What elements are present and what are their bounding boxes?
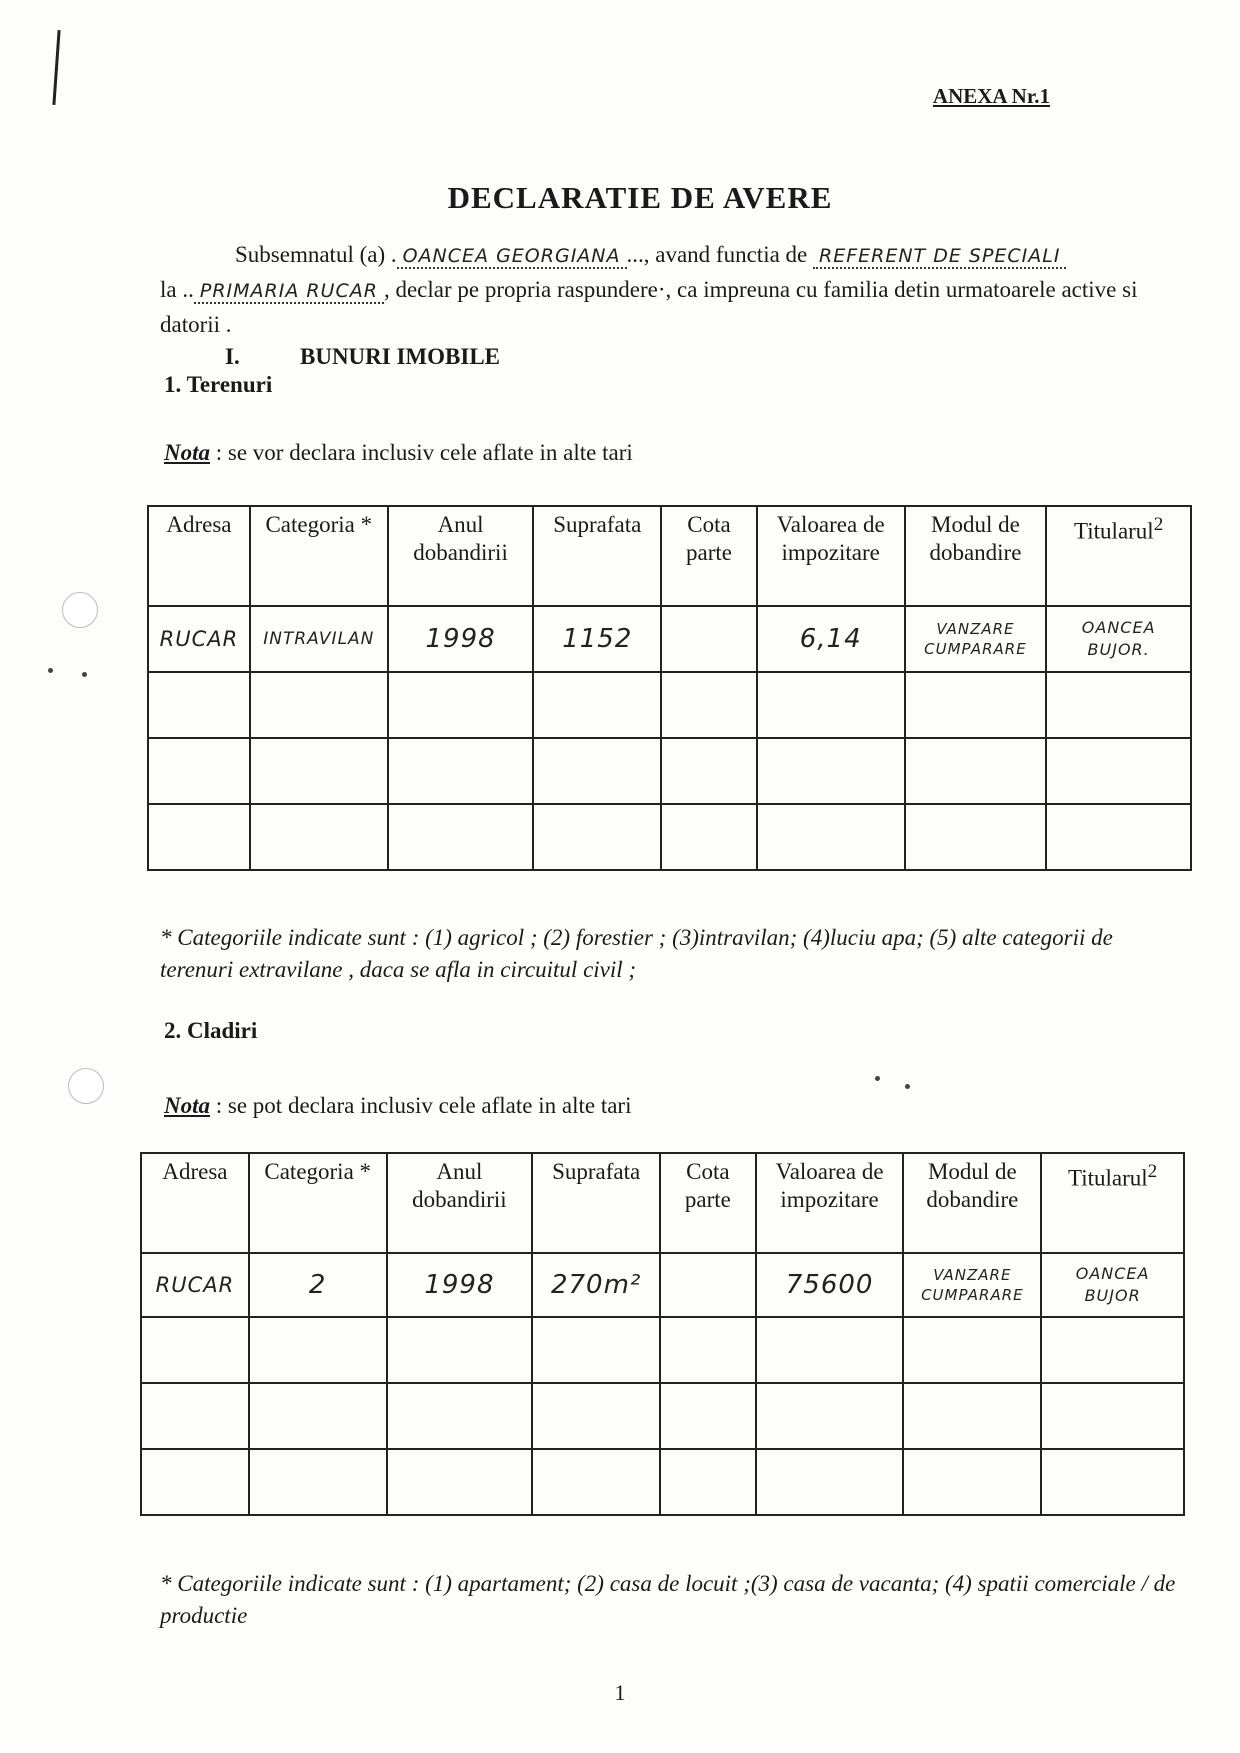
empty-cell bbox=[757, 672, 905, 738]
empty-cell bbox=[250, 738, 388, 804]
empty-cell bbox=[660, 1317, 756, 1383]
table-row-empty bbox=[141, 1383, 1184, 1449]
col-modul: Modul de dobandire bbox=[903, 1153, 1041, 1253]
cell-valoarea: 75600 bbox=[756, 1253, 904, 1317]
punch-hole bbox=[62, 592, 98, 628]
intro-text: , declar pe propria raspundere·, ca impreuna cu familia detin urmatoarele active si datorii . bbox=[160, 277, 1138, 337]
empty-cell bbox=[249, 1449, 387, 1515]
note-line bbox=[164, 440, 633, 466]
cell-titularul: OANCEA BUJOR bbox=[1041, 1253, 1184, 1317]
section-heading bbox=[225, 344, 500, 370]
empty-cell bbox=[905, 738, 1047, 804]
declarant-function: REFERENT DE SPECIALI bbox=[813, 245, 1066, 269]
terenuri-table bbox=[147, 505, 1192, 871]
titular-footnote-mark: 2 bbox=[1147, 1161, 1158, 1182]
empty-cell bbox=[148, 738, 250, 804]
table-header-row bbox=[141, 1153, 1184, 1253]
table-row-empty bbox=[148, 804, 1191, 870]
col-titularul bbox=[1041, 1153, 1184, 1253]
empty-cell bbox=[660, 1449, 756, 1515]
col-categoria: Categoria * bbox=[250, 506, 388, 606]
empty-cell bbox=[532, 1383, 660, 1449]
col-modul: Modul de dobandire bbox=[905, 506, 1047, 606]
intro-text: ..., avand functia de bbox=[626, 242, 808, 267]
cell-adresa: RUCAR bbox=[148, 606, 250, 672]
empty-cell bbox=[1046, 738, 1191, 804]
cell-cota bbox=[661, 606, 757, 672]
col-adresa: Adresa bbox=[148, 506, 250, 606]
empty-cell bbox=[387, 1383, 533, 1449]
cell-valoarea: 6,14 bbox=[757, 606, 905, 672]
col-titularul bbox=[1046, 506, 1191, 606]
empty-cell bbox=[756, 1317, 904, 1383]
scan-speck bbox=[875, 1076, 880, 1081]
empty-cell bbox=[1046, 804, 1191, 870]
col-titularul-label: Titularul bbox=[1068, 1165, 1148, 1191]
scan-speck bbox=[905, 1084, 910, 1089]
empty-cell bbox=[661, 738, 757, 804]
intro-paragraph bbox=[160, 238, 1160, 342]
empty-cell bbox=[903, 1383, 1041, 1449]
col-anul: Anul dobandirii bbox=[387, 1153, 533, 1253]
cell-modul: VANZARE CUMPARARE bbox=[903, 1253, 1041, 1317]
empty-cell bbox=[905, 672, 1047, 738]
note-text: : se vor declara inclusiv cele aflate in alte tari bbox=[210, 440, 633, 465]
empty-cell bbox=[250, 672, 388, 738]
empty-cell bbox=[533, 738, 661, 804]
cell-adresa: RUCAR bbox=[141, 1253, 249, 1317]
table-row bbox=[148, 606, 1191, 672]
terenuri-footnote: * Categoriile indicate sunt : (1) agricol ; (2) forestier ; (3)intravilan; (4)luciu apa; (5) alte categorii de terenuri extravilane , daca se afla in circuitul civil ; bbox=[160, 925, 1113, 982]
scan-speck bbox=[48, 668, 53, 673]
col-adresa: Adresa bbox=[141, 1153, 249, 1253]
page-title: DECLARATIE DE AVERE bbox=[447, 180, 833, 215]
empty-cell bbox=[387, 1317, 533, 1383]
empty-cell bbox=[249, 1317, 387, 1383]
empty-cell bbox=[141, 1449, 249, 1515]
col-anul: Anul dobandirii bbox=[388, 506, 534, 606]
table-row-empty bbox=[148, 738, 1191, 804]
cell-suprafata: 1152 bbox=[533, 606, 661, 672]
col-suprafata: Suprafata bbox=[532, 1153, 660, 1253]
page-mark bbox=[52, 30, 60, 105]
cell-anul: 1998 bbox=[388, 606, 534, 672]
empty-cell bbox=[387, 1449, 533, 1515]
empty-cell bbox=[1046, 672, 1191, 738]
cell-anul: 1998 bbox=[387, 1253, 533, 1317]
cell-titularul: OANCEA BUJOR. bbox=[1046, 606, 1191, 672]
col-categoria: Categoria * bbox=[249, 1153, 387, 1253]
empty-cell bbox=[661, 804, 757, 870]
empty-cell bbox=[533, 804, 661, 870]
table-row bbox=[141, 1253, 1184, 1317]
note-label: Nota bbox=[164, 440, 210, 465]
col-valoarea: Valoarea de impozitare bbox=[757, 506, 905, 606]
section-number: I. bbox=[225, 344, 240, 369]
declarant-institution: PRIMARIA RUCAR bbox=[194, 280, 384, 304]
empty-cell bbox=[1041, 1383, 1184, 1449]
table-row-empty bbox=[141, 1449, 1184, 1515]
empty-cell bbox=[388, 738, 534, 804]
table-row-empty bbox=[148, 672, 1191, 738]
scan-speck bbox=[82, 672, 87, 677]
col-suprafata: Suprafata bbox=[533, 506, 661, 606]
empty-cell bbox=[532, 1449, 660, 1515]
intro-text: la .. bbox=[160, 277, 194, 302]
col-valoarea: Valoarea de impozitare bbox=[756, 1153, 904, 1253]
empty-cell bbox=[249, 1383, 387, 1449]
empty-cell bbox=[141, 1383, 249, 1449]
empty-cell bbox=[388, 804, 534, 870]
cell-categoria: 2 bbox=[249, 1253, 387, 1317]
empty-cell bbox=[756, 1383, 904, 1449]
empty-cell bbox=[148, 672, 250, 738]
empty-cell bbox=[756, 1449, 904, 1515]
empty-cell bbox=[533, 672, 661, 738]
empty-cell bbox=[757, 738, 905, 804]
punch-hole bbox=[68, 1068, 104, 1104]
empty-cell bbox=[388, 672, 534, 738]
subsection-heading: 2. Cladiri bbox=[164, 1018, 258, 1043]
cladiri-table bbox=[140, 1152, 1185, 1516]
intro-text: Subsemnatul (a) . bbox=[235, 242, 397, 267]
declarant-name: OANCEA GEORGIANA bbox=[397, 245, 627, 269]
col-cota: Cota parte bbox=[660, 1153, 756, 1253]
empty-cell bbox=[1041, 1449, 1184, 1515]
empty-cell bbox=[903, 1449, 1041, 1515]
empty-cell bbox=[250, 804, 388, 870]
note-line bbox=[164, 1093, 631, 1119]
cell-cota bbox=[660, 1253, 756, 1317]
annex-label: ANEXA Nr.1 bbox=[932, 84, 1050, 108]
empty-cell bbox=[148, 804, 250, 870]
empty-cell bbox=[661, 672, 757, 738]
col-titularul-label: Titularul bbox=[1074, 518, 1154, 544]
table-row-empty bbox=[141, 1317, 1184, 1383]
empty-cell bbox=[141, 1317, 249, 1383]
page-number: 1 bbox=[614, 1680, 626, 1705]
titular-footnote-mark: 2 bbox=[1153, 514, 1164, 535]
empty-cell bbox=[905, 804, 1047, 870]
empty-cell bbox=[903, 1317, 1041, 1383]
cell-categoria: INTRAVILAN bbox=[250, 606, 388, 672]
cladiri-footnote: * Categoriile indicate sunt : (1) apartament; (2) casa de locuit ;(3) casa de vacanta; (4) spatii comerciale / de productie bbox=[160, 1571, 1176, 1628]
cell-suprafata: 270m² bbox=[532, 1253, 660, 1317]
cell-modul: VANZARE CUMPARARE bbox=[905, 606, 1047, 672]
subsection-heading: 1. Terenuri bbox=[164, 372, 273, 397]
empty-cell bbox=[1041, 1317, 1184, 1383]
section-title: BUNURI IMOBILE bbox=[300, 344, 501, 369]
table-header-row bbox=[148, 506, 1191, 606]
empty-cell bbox=[757, 804, 905, 870]
empty-cell bbox=[532, 1317, 660, 1383]
col-cota: Cota parte bbox=[661, 506, 757, 606]
note-label: Nota bbox=[164, 1093, 210, 1118]
note-text: : se pot declara inclusiv cele aflate in alte tari bbox=[210, 1093, 632, 1118]
empty-cell bbox=[660, 1383, 756, 1449]
